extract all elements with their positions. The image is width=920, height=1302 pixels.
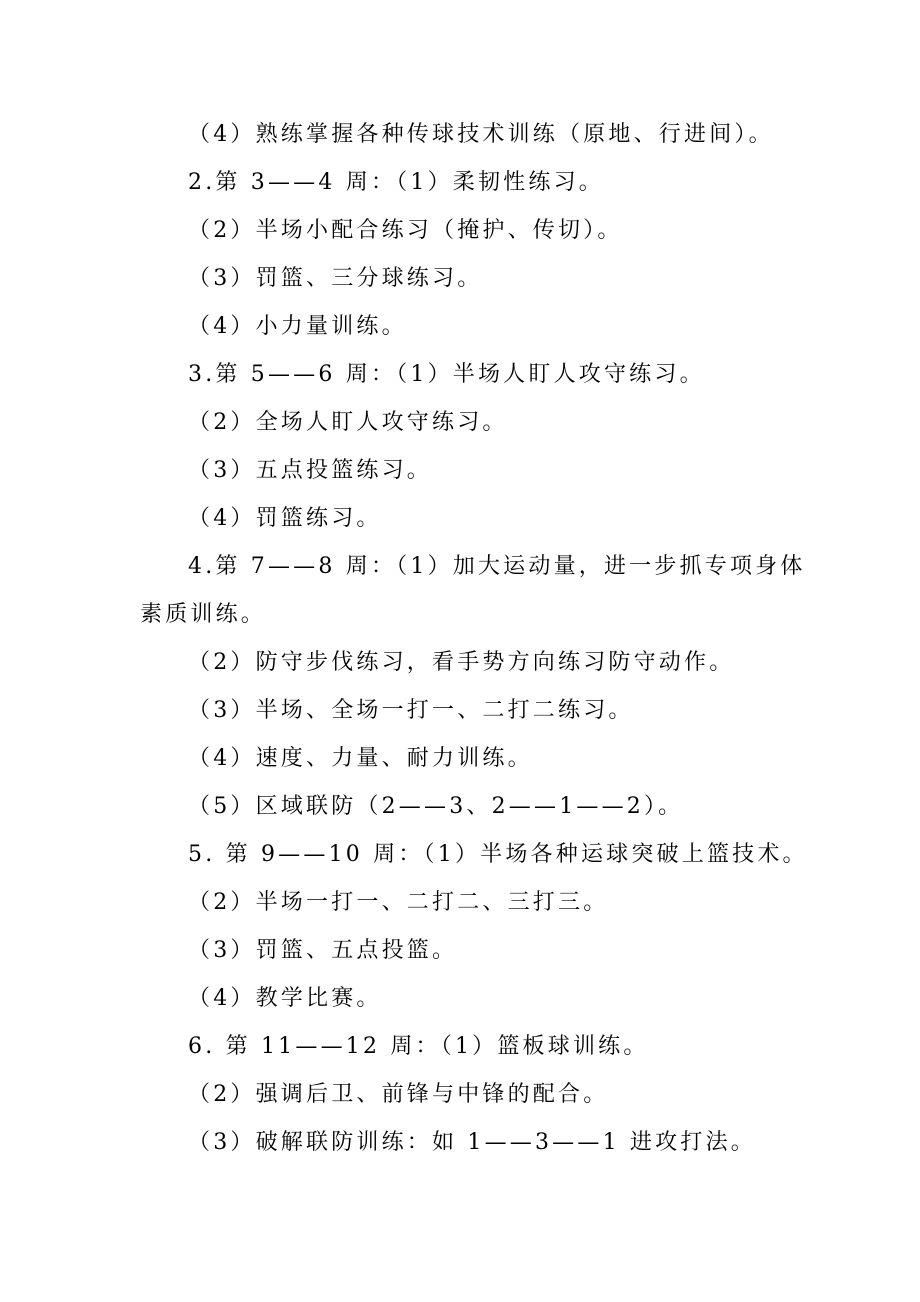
text-line: （4）速度、力量、耐力训练。 <box>188 746 533 771</box>
text-line: （2）强调后卫、前锋与中锋的配合。 <box>188 1082 609 1107</box>
text-line: （4）小力量训练。 <box>188 314 407 339</box>
text-line: 5. 第 9——10 周：（1）半场各种运球突破上篮技术。 <box>188 842 808 867</box>
text-line: （2）全场人盯人攻守练习。 <box>188 410 508 435</box>
text-line: 6. 第 11——12 周：（1）篮板球训练。 <box>188 1034 649 1059</box>
text-line: （4）罚篮练习。 <box>188 506 382 531</box>
text-line: （3）罚篮、五点投篮。 <box>188 938 458 963</box>
text-line: （3）半场、全场一打一、二打二练习。 <box>188 698 634 723</box>
text-line: （4）教学比赛。 <box>188 986 382 1011</box>
text-line: （5）区域联防（2——3、2——1——2）。 <box>188 794 684 819</box>
text-line: （3）罚篮、三分球练习。 <box>188 266 483 291</box>
text-line: 4.第 7——8 周：（1）加大运动量，进一步抓专项身体 <box>188 554 806 579</box>
text-line: （2）防守步伐练习，看手势方向练习防守动作。 <box>188 650 735 675</box>
text-line: （3）破解联防训练：如 1——3——1 进攻打法。 <box>188 1130 756 1155</box>
text-line: （3）五点投篮练习。 <box>188 458 432 483</box>
text-line: 素质训练。 <box>140 602 267 627</box>
text-line: 3.第 5——6 周：（1）半场人盯人攻守练习。 <box>188 362 705 387</box>
text-line: （2）半场一打一、二打二、三打三。 <box>188 890 609 915</box>
text-line: （2）半场小配合练习（掩护、传切）。 <box>188 218 623 243</box>
text-line: （4）熟练掌握各种传球技术训练（原地、行进间）。 <box>188 122 774 147</box>
text-line: 2.第 3——4 周：（1）柔韧性练习。 <box>188 170 604 195</box>
